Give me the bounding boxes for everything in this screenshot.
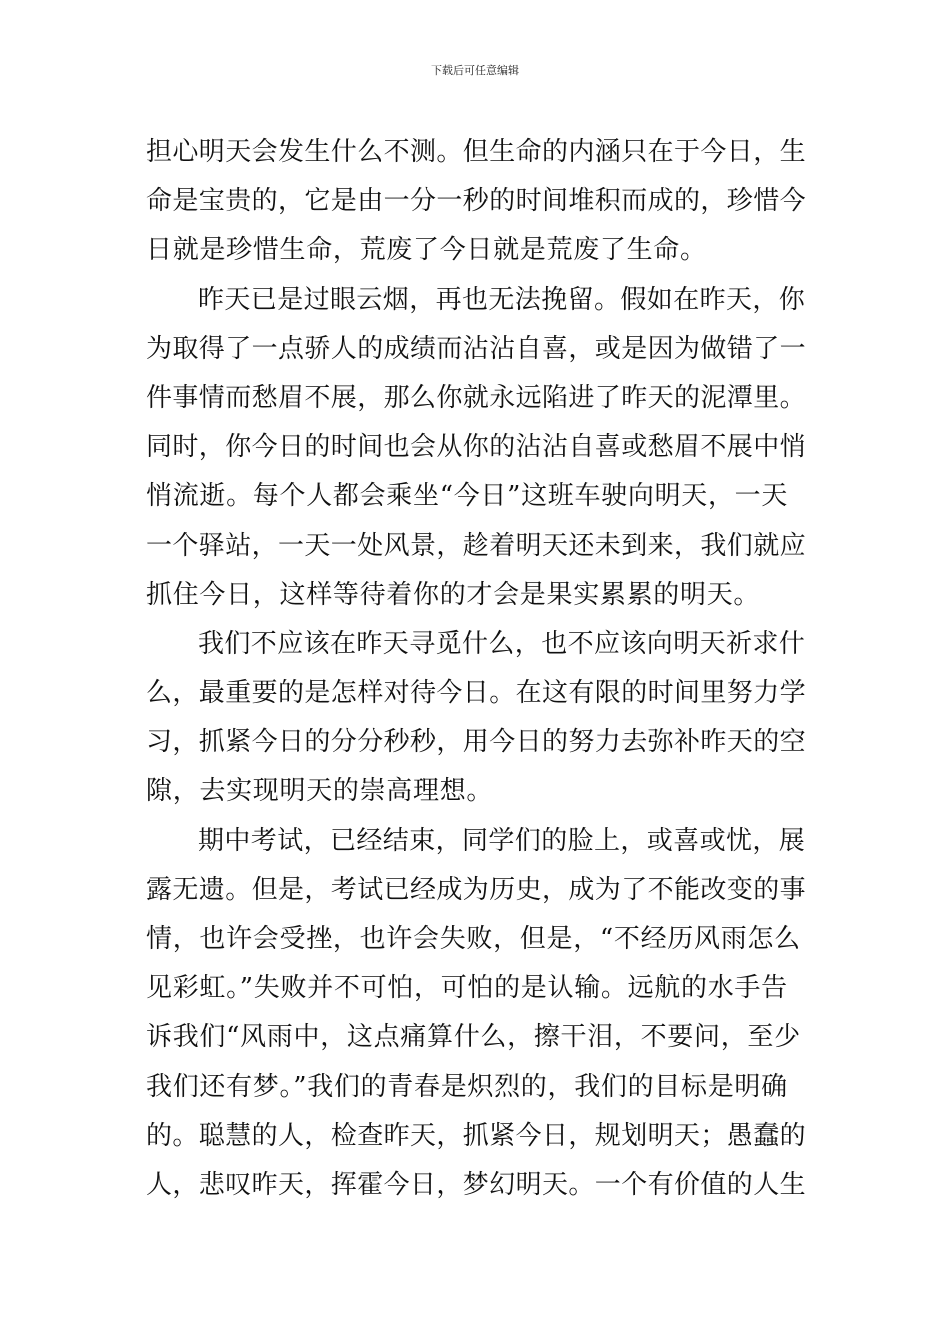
text-line: 日就是珍惜生命，荒废了今日就是荒废了生命。 xyxy=(146,235,707,266)
text-line: 命是宝贵的，它是由一分一秒的时间堆积而成的，珍惜今 xyxy=(146,186,807,217)
text-line: 为取得了一点骄人的成绩而沾沾自喜，或是因为做错了一 xyxy=(146,333,807,364)
text-line: 习，抓紧今日的分分秒秒，用今日的努力去弥补昨天的空 xyxy=(146,727,807,758)
text-line: 么，最重要的是怎样对待今日。在这有限的时间里努力学 xyxy=(146,678,807,709)
text-line: 见彩虹。”失败并不可怕，可怕的是认输。远航的水手告 xyxy=(146,973,788,1004)
text-line: 隙，去实现明天的崇高理想。 xyxy=(146,776,494,807)
text-line: 露无遗。但是，考试已经成为历史，成为了不能改变的事 xyxy=(146,874,807,905)
text-line: 人，悲叹昨天，挥霍今日，梦幻明天。一个有价值的人生 xyxy=(146,1169,807,1200)
text-line: 情，也许会受挫，也许会失败，但是，“不经历风雨怎么 xyxy=(146,924,801,954)
paragraph-first-line: 昨天已是过眼云烟，再也无法挽留。假如在昨天，你 xyxy=(198,284,806,315)
text-line: 我们还有梦。”我们的青春是炽烈的，我们的目标是明确 xyxy=(146,1071,788,1102)
text-line: 诉我们“风雨中，这点痛算什么，擦干泪，不要问，至少 xyxy=(146,1022,801,1053)
text-line: 的。聪慧的人，检查昨天，抓紧今日，规划明天；愚蠢的 xyxy=(146,1120,807,1151)
text-line: 担心明天会发生什么不测。但生命的内涵只在于今日，生 xyxy=(146,137,807,167)
text-line: 悄流逝。每个人都会乘坐“今日”这班车驶向明天，一天 xyxy=(146,481,789,512)
body-text xyxy=(146,128,806,1210)
paragraph-first-line: 期中考试，已经结束，同学们的脸上，或喜或忧，展 xyxy=(198,825,806,856)
paragraph-first-line: 我们不应该在昨天寻觅什么，也不应该向明天祈求什 xyxy=(198,628,806,659)
text-line: 同时，你今日的时间也会从你的沾沾自喜或愁眉不展中悄 xyxy=(146,432,807,463)
page-header: 下载后可任意编辑 xyxy=(431,64,519,77)
text-line: 件事情而愁眉不展，那么你就永远陷进了昨天的泥潭里。 xyxy=(146,382,807,413)
text-line: 抓住今日，这样等待着你的才会是果实累累的明天。 xyxy=(146,579,761,610)
text-line: 一个驿站，一天一处风景，趁着明天还未到来，我们就应 xyxy=(146,530,807,561)
